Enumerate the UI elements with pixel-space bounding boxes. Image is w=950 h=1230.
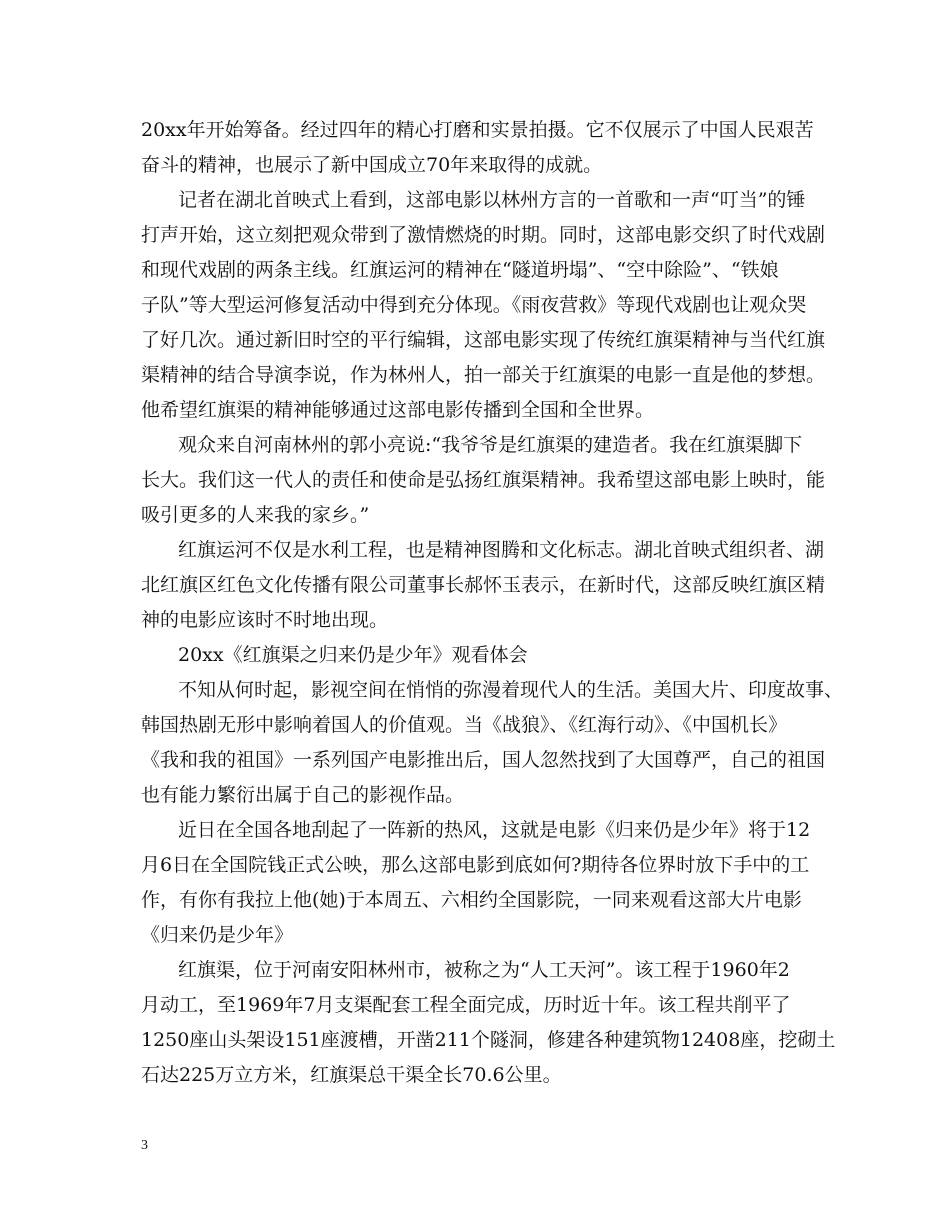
- text-line: 长大。我们这一代人的责任和使命是弘扬红旗渠精神。我希望这部电影上映时，能: [141, 469, 826, 491]
- text-line: 不知从何时起，影视空间在悄悄的弥漫着现代人的生活。美国大片、印度故事、: [178, 679, 844, 701]
- text-line: 观众来自河南林州的郭小亮说:“我爷爷是红旗渠的建造者。我在红旗渠脚下: [178, 434, 803, 456]
- text-line: 也有能力繁衍出属于自己的影视作品。: [141, 784, 465, 806]
- text-line: 石达225万立方米，红旗渠总干渠全长70.6公里。: [141, 1064, 562, 1086]
- text-line: 《我和我的祖国》一系列国产电影推出后，国人忽然找到了大国尊严，自己的祖国: [141, 749, 826, 771]
- text-line: 了好几次。通过新旧时空的平行编辑，这部电影实现了传统红旗渠精神与当代红旗: [141, 329, 826, 351]
- text-line: 近日在全国各地刮起了一阵新的热风，这就是电影《归来仍是少年》将于12: [178, 819, 811, 841]
- text-line: 渠精神的结合导演李说，作为林州人，拍一部关于红旗渠的电影一直是他的梦想。: [141, 364, 826, 386]
- text-line: 神的电影应该时不时地出现。: [141, 609, 389, 631]
- text-line: 月动工，至1969年7月支渠配套工程全面完成，历时近十年。该工程共削平了: [141, 994, 791, 1016]
- text-line: 北红旗区红色文化传播有限公司董事长郝怀玉表示，在新时代，这部反映红旗区精: [141, 574, 826, 596]
- text-line: 作，有你有我拉上他(她)于本周五、六相约全国影院，一同来观看这部大片电影: [141, 889, 802, 911]
- section-heading: 20xx《红旗渠之归来仍是少年》观看体会: [178, 644, 528, 666]
- text-line: 奋斗的精神，也展示了新中国成立70年来取得的成就。: [141, 154, 603, 176]
- text-line: 吸引更多的人来我的家乡。”: [141, 504, 370, 526]
- text-line: 20xx年开始筹备。经过四年的精心打磨和实景拍摄。它不仅展示了中国人民艰苦: [141, 119, 814, 141]
- text-line: 他希望红旗渠的精神能够通过这部电影传播到全国和全世界。: [141, 399, 655, 421]
- text-line: 和现代戏剧的两条主线。红旗运河的精神在“隧道坍塌”、“空中除险”、“铁娘: [141, 259, 779, 281]
- text-line: 红旗运河不仅是水利工程，也是精神图腾和文化标志。湖北首映式组织者、湖: [178, 539, 825, 561]
- text-line: 《归来仍是少年》: [141, 924, 294, 946]
- text-line: 红旗渠，位于河南安阳林州市，被称之为“人工天河”。该工程于1960年2: [178, 959, 790, 981]
- text-line: 子队”等大型运河修复活动中得到充分体现。《雨夜营救》等现代戏剧也让观众哭: [141, 294, 807, 316]
- text-line: 1250座山头架设151座渡槽，开凿211个隧洞，修建各种建筑物12408座，挖砌土: [141, 1029, 836, 1051]
- text-line: 韩国热剧无形中影响着国人的价值观。当《战狼》、《红海行动》、《中国机长》: [141, 714, 788, 736]
- text-line: 月6日在全国院钱正式公映，那么这部电影到底如何?期待各位界时放下手中的工: [141, 854, 810, 876]
- text-line: 打声开始，这立刻把观众带到了激情燃烧的时期。同时，这部电影交织了时代戏剧: [141, 224, 826, 246]
- text-line: 记者在湖北首映式上看到，这部电影以林州方言的一首歌和一声“叮当”的锤: [178, 189, 806, 211]
- page-number: 3: [141, 1138, 148, 1153]
